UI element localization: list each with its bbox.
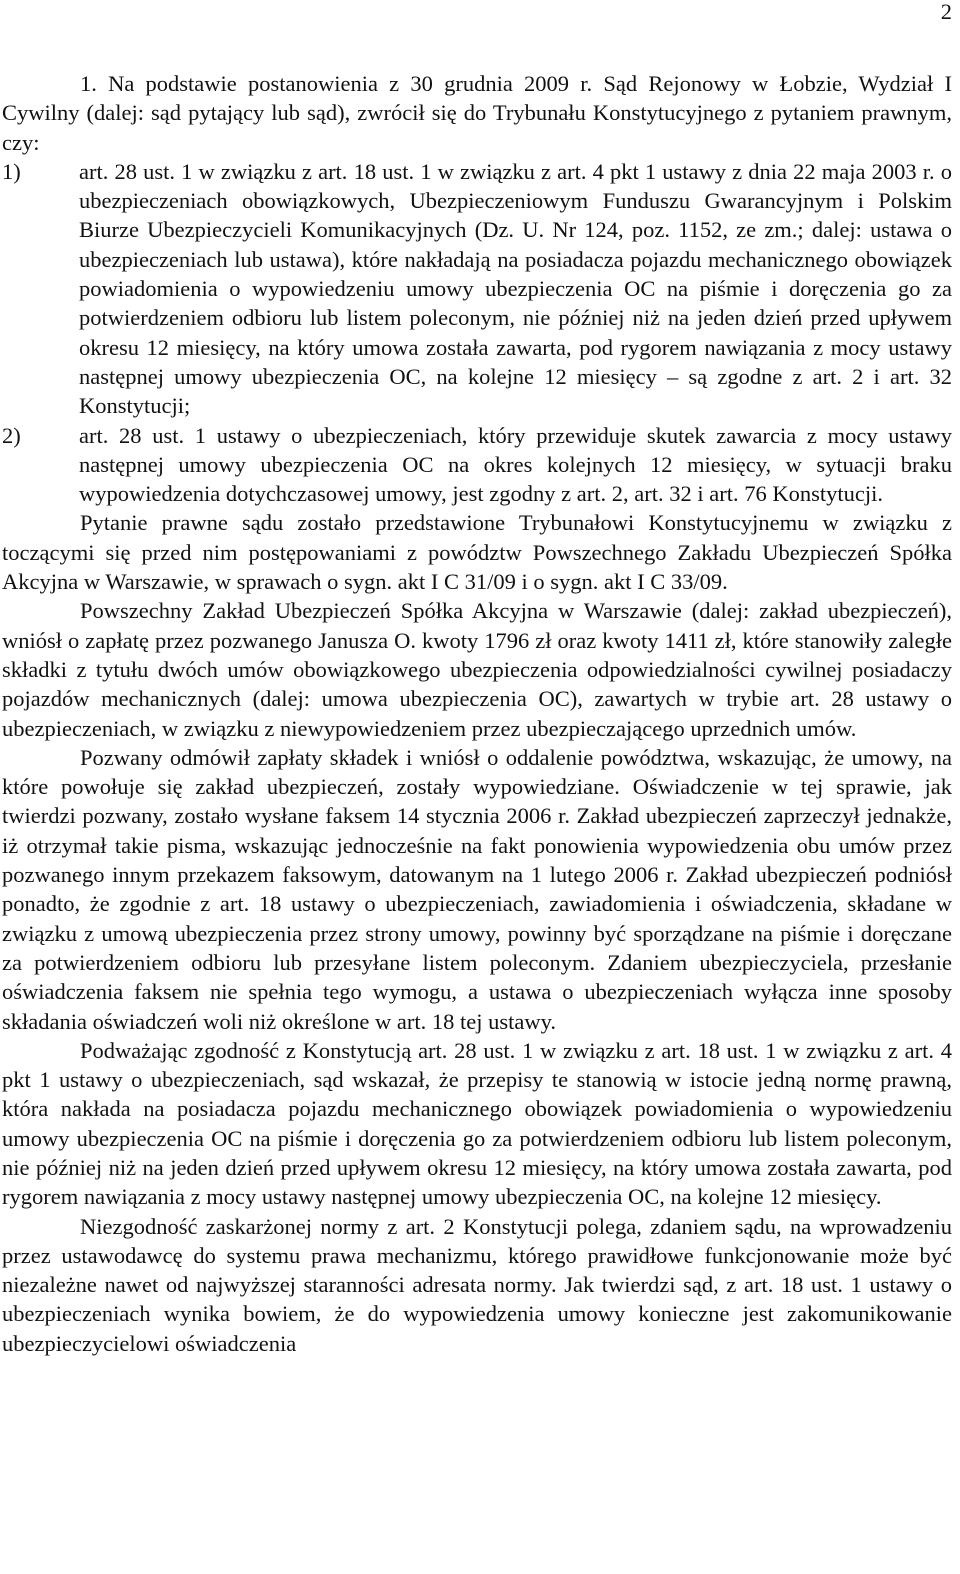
question-item-1 [2, 157, 952, 421]
body-paragraph: Pozwany odmówił zapłaty składek i wniósł o oddalenie powództwa, wskazując, że umowy, na które powołuje się zakład ubezpieczeń, zostały wypowiedziane. Oświadczenie w tej sprawie, jak twierdzi pozwany, zostało wysłane faksem 14 stycznia 2006 r. Zakład ubezpieczeń zaprzeczył jednakże, iż otrzymał takie pisma, wskazując jednocześnie na fakt ponowienia wypowiedzenia obu umów przez pozwanego innym przekazem faksowym, datowanym na 1 lutego 2006 r. Zakład ubezpieczeń podniósł ponadto, że zgodnie z art. 18 ustawy o ubezpieczeniach, zawiadomienia i oświadczenia, składane w związku z umową ubezpieczenia przez strony umowy, powinny być sporządzane na piśmie i doręczane za potwierdzeniem odbioru lub przesyłane listem poleconym. Zdaniem ubezpieczyciela, przesłanie oświadczenia faksem nie spełnia tego wymogu, a ustawa o ubezpieczeniach wyłącza inne sposoby składania oświadczeń woli niż określone w art. 18 tej ustawy. [2, 744, 952, 1034]
question-text: art. 28 ust. 1 w związku z art. 18 ust. 1 w związku z art. 4 pkt 1 ustawy z dnia 22 maja 2003 r. o ubezpieczeniach obowiązkowych, Ubezpieczeniowym Funduszu Gwarancyjnym i Polskim Biurze Ubezpieczycieli Komunikacyjnych (Dz. U. Nr 124, poz. 1152, ze zm.; dalej: ustawa o ubezpieczeniach lub ustawa), które nakładają na posiadacza pojazdu mechanicznego obowiązek powiadomienia o wypowiedzeniu umowy ubezpieczenia OC na piśmie i doręczenia go za potwierdzeniem odbioru lub listem poleconym, nie później niż na jeden dzień przed upływem okresu 12 miesięcy, na który umowa została zawarta, pod rygorem nawiązania z mocy ustawy następnej umowy ubezpieczenia OC, na kolejne 12 miesięcy – są zgodne z art. 2 i art. 32 Konstytucji; [79, 158, 952, 419]
page-number: 2 [940, 0, 952, 24]
body-paragraph: Powszechny Zakład Ubezpieczeń Spółka Akcyjna w Warszawie (dalej: zakład ubezpieczeń), wniósł o zapłatę przez pozwanego Janusza O. kwoty 1796 zł oraz kwoty 1411 zł, które stanowiły zaległe składki z tytułu dwóch umów obowiązkowego ubezpieczenia odpowiedzialności cywilnej posiadaczy pojazdów mechanicznych (dalej: umowa ubezpieczenia OC), zawartych w trybie art. 28 ustawy o ubezpieczeniach, w związku z niewypowiedzeniem przez ubezpieczającego uprzednich umów. [2, 598, 952, 741]
question-text: art. 28 ust. 1 ustawy o ubezpieczeniach, który przewiduje skutek zawarcia z mocy ustawy następnej umowy ubezpieczenia OC na okres kolejnych 12 miesięcy, w sytuacji braku wypowiedzenia dotychczasowej umowy, jest zgodny z art. 2, art. 32 i art. 76 Konstytucji. [79, 422, 952, 507]
body-paragraph: Pytanie prawne sądu zostało przedstawione Trybunałowi Konstytucyjnemu w związku z toczącymi się przed nim postępowaniami z powództw Powszechnego Zakładu Ubezpieczeń Spółka Akcyjna w Warszawie, w sprawach o sygn. akt I C 31/09 i o sygn. akt I C 33/09. [2, 510, 952, 595]
question-item-2 [2, 421, 952, 509]
document-body [2, 69, 952, 1358]
question-number: 1) [2, 158, 21, 184]
body-paragraph: Niezgodność zaskarżonej normy z art. 2 Konstytucji polega, zdaniem sądu, na wprowadzeniu przez ustawodawcę do systemu prawa mechanizmu, którego prawidłowe funkcjonowanie może być niezależne nawet od najwyższej staranności adresata normy. Jak twierdzi sąd, z art. 18 ust. 1 ustawy o ubezpieczeniach wynika bowiem, że do wypowiedzenia umowy konieczne jest zakomunikowanie ubezpieczycielowi oświadczenia [2, 1213, 952, 1356]
body-paragraph: Podważając zgodność z Konstytucją art. 28 ust. 1 w związku z art. 18 ust. 1 w związku z art. 4 pkt 1 ustawy o ubezpieczeniach, sąd wskazał, że przepisy te stanowią w istocie jedną normę prawną, która nakłada na posiadacza pojazdu mechanicznego obowiązek powiadomienia o wypowiedzeniu umowy ubezpieczenia OC na piśmie i doręczenia go za potwierdzeniem odbioru lub listem poleconym, nie później niż na jeden dzień przed upływem okresu 12 miesięcy, na który umowa została zawarta, pod rygorem nawiązania z mocy ustawy następnej umowy ubezpieczenia OC, na kolejne 12 miesięcy. [2, 1037, 952, 1210]
intro-paragraph: 1. Na podstawie postanowienia z 30 grudnia 2009 r. Sąd Rejonowy w Łobzie, Wydział I Cywilny (dalej: sąd pytający lub sąd), zwrócił się do Trybunału Konstytucyjnego z pytaniem prawnym, czy: [2, 71, 952, 155]
question-number: 2) [2, 422, 21, 448]
